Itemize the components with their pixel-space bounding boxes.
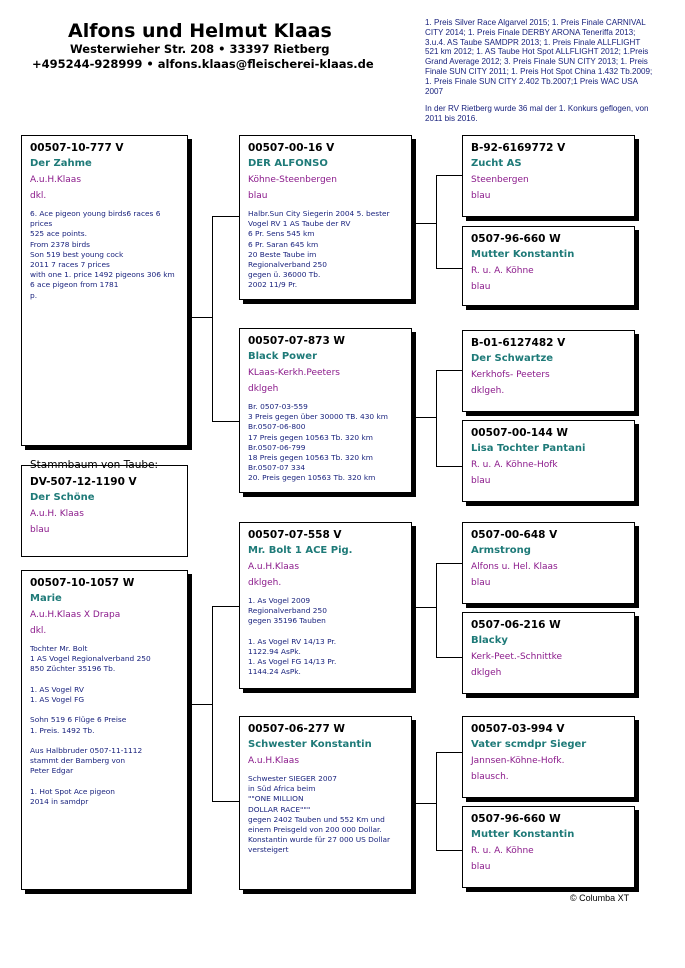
breeder-contact: +495244-928999 • alfons.klaas@fleischerei-klaas.de: [32, 57, 374, 71]
feather-color: blau: [471, 476, 491, 486]
performance-notes: 6. Ace pigeon young birds6 races 6 prices 525 ace points. From 2378 birds Son 519 best young cock 2011 7 races 7 prices with one 1. price 1492 pigeons 306 km 6 ace pigeon from 1781 p.: [30, 209, 175, 300]
pigeon-name: Mr. Bolt 1 ACE Pig.: [248, 545, 353, 556]
pigeon-name: Zucht AS: [471, 158, 522, 169]
subject-card: [21, 465, 188, 557]
breeder: Steenbergen: [471, 175, 529, 185]
connector-line: [436, 370, 462, 371]
breeder: A.u.H.Klaas: [30, 175, 82, 185]
subject-label: Stammbaum von Taube:: [26, 459, 162, 471]
connector-line: [412, 607, 436, 608]
ring-number: 00507-10-1057 W: [30, 577, 135, 589]
ring-number: 00507-06-277 W: [248, 723, 346, 735]
ring-number: 0507-00-648 V: [471, 529, 558, 541]
feather-color: dklgeh.: [248, 578, 282, 588]
connector-line: [436, 466, 462, 467]
pigeon-name: Blacky: [471, 635, 508, 646]
father-card: [21, 135, 188, 446]
pigeon-name: Der Schöne: [30, 492, 95, 503]
breeder: A.u.H. Klaas: [30, 509, 84, 519]
ring-number: 0507-06-216 W: [471, 619, 561, 631]
breeder: A.u.H.Klaas X Drapa: [30, 610, 121, 620]
pigeon-name: Lisa Tochter Pantani: [471, 443, 586, 454]
connector-line: [412, 417, 436, 418]
great-grandparent-card: [462, 226, 635, 306]
great-grandparent-card: [462, 716, 635, 798]
results-summary: [425, 18, 653, 132]
performance-notes: Br. 0507-03-559 3 Preis gegen über 30000 TB. 430 km Br.0507-06-800 17 Preis gegen 10563 Tb. 320 km Br.0507-06-799 18 Preis gegen 10563 Tb. 320 km Br.0507-07 334 20. Preis gegen 10563 Tb. 320 km: [248, 402, 388, 483]
great-grandparent-card: [462, 330, 635, 412]
connector-line: [212, 606, 239, 607]
connector-line: [212, 216, 213, 421]
grandmother-paternal-card: [239, 328, 412, 493]
connector-line: [436, 563, 437, 657]
connector-line: [212, 606, 213, 801]
feather-color: blau: [471, 862, 491, 872]
feather-color: dkl.: [30, 191, 47, 201]
copyright: © Columba XT: [570, 893, 630, 903]
pigeon-name: Vater scmdpr Sieger: [471, 739, 587, 750]
feather-color: blau: [248, 191, 268, 201]
breeder: KLaas-Kerkh.Peeters: [248, 368, 340, 378]
connector-line: [188, 704, 212, 705]
breeder-address: Westerwieher Str. 208 • 33397 Rietberg: [70, 42, 330, 56]
ring-number: 00507-00-144 W: [471, 427, 569, 439]
mother-card: [21, 570, 188, 890]
breeder: R. u. A. Köhne: [471, 846, 534, 856]
great-grandparent-card: [462, 522, 635, 604]
ring-number: 00507-10-777 V: [30, 142, 124, 154]
connector-line: [436, 175, 462, 176]
grandfather-maternal-card: [239, 522, 412, 689]
performance-notes: Tochter Mr. Bolt 1 AS Vogel Regionalverband 250 850 Züchter 35196 Tb. 1. AS Vogel RV 1. AS Vogel FG Sohn 519 6 Flüge 6 Preise 1. Preis. 1492 Tb. Aus Halbbruder 0507-11-1112 stammt der Bamberg von Peter Edgar 1. Hot Spot Ace pigeon 2014 in samdpr: [30, 644, 151, 807]
ring-number: 0507-96-660 W: [471, 233, 561, 245]
ring-number: B-01-6127482 V: [471, 337, 566, 349]
feather-color: blausch.: [471, 772, 509, 782]
grandfather-paternal-card: [239, 135, 412, 300]
feather-color: dklgeh.: [471, 386, 505, 396]
pigeon-name: Der Schwartze: [471, 353, 554, 364]
great-grandparent-card: [462, 612, 635, 694]
pigeon-name: Der Zahme: [30, 158, 92, 169]
connector-line: [188, 317, 212, 318]
breeder: Köhne-Steenbergen: [248, 175, 337, 185]
breeder: A.u.H.Klaas: [248, 562, 300, 572]
great-grandparent-card: [462, 420, 635, 502]
breeder: Kerk-Peet.-Schnittke: [471, 652, 563, 662]
feather-color: dklgeh: [248, 384, 279, 394]
ring-number: 00507-00-16 V: [248, 142, 335, 154]
feather-color: dklgeh: [471, 668, 502, 678]
connector-line: [212, 216, 239, 217]
ring-number: 00507-03-994 V: [471, 723, 565, 735]
pigeon-name: Mutter Konstantin: [471, 829, 575, 840]
pigeon-name: Schwester Konstantin: [248, 739, 372, 750]
results-note: In der RV Rietberg wurde 36 mal der 1. Konkurs geflogen, von 2011 bis 2016.: [425, 104, 649, 124]
performance-notes: 1. As Vogel 2009 Regionalverband 250 gegen 35196 Tauben 1. As Vogel RV 14/13 Pr. 1122.94 AsPk. 1. As Vogel FG 14/13 Pr. 1144.24 AsPk.: [248, 596, 337, 677]
grandmother-maternal-card: [239, 716, 412, 890]
pigeon-name: Marie: [30, 593, 62, 604]
breeder: R. u. A. Köhne-Hofk: [471, 460, 558, 470]
pigeon-name: Mutter Konstantin: [471, 249, 575, 260]
connector-line: [436, 752, 462, 753]
great-grandparent-card: [462, 135, 635, 217]
results-list: 1. Preis Silver Race Algarvel 2015; 1. Preis Finale CARNIVAL CITY 2014; 1. Preis Finale DERBY ARONA Teneriffa 2013; 3.u.4. AS Taube SAMDPR 2013; 1. Preis Finale ALLFLIGHT 521 km 2012; 1. AS Taube Hot Spot ALLFLIGHT 2012; 1.Preis Grand Average 2012; 3. Preis Finale SUN CITY 2013; 1. Preis Finale SUN CITY 2011; 1. Preis Hot Spot China 1.432 Tb.2009; 1. Preis Finale SUN CITY 2.402 Tb.2007;1 Preis WAC USA 2007: [425, 18, 653, 96]
feather-color: blau: [30, 525, 50, 535]
breeder: A.u.H.Klaas: [248, 756, 300, 766]
performance-notes: Halbr.Sun City Siegerin 2004 5. bester Vogel RV 1 AS Taube der RV 6 Pr. Sens 545 km 6 Pr. Saran 645 km 20 Beste Taube im Regionalverband 250 gegen ü. 36000 Tb. 2002 11/9 Pr.: [248, 209, 390, 290]
connector-line: [212, 421, 239, 422]
connector-line: [412, 223, 436, 224]
connector-line: [412, 803, 436, 804]
feather-color: blau: [471, 282, 491, 292]
ring-number: B-92-6169772 V: [471, 142, 566, 154]
connector-line: [436, 175, 437, 268]
ring-number: 00507-07-558 V: [248, 529, 342, 541]
pigeon-name: DER ALFONSO: [248, 158, 328, 169]
connector-line: [436, 370, 437, 466]
great-grandparent-card: [462, 806, 635, 888]
breeder: Kerkhofs- Peeters: [471, 370, 550, 380]
connector-line: [436, 268, 462, 269]
breeder: R. u. A. Köhne: [471, 266, 534, 276]
ring-number: DV-507-12-1190 V: [30, 476, 137, 488]
breeder-name: Alfons und Helmut Klaas: [68, 20, 332, 42]
breeder: Jannsen-Köhne-Hofk.: [471, 756, 565, 766]
pigeon-name: Black Power: [248, 351, 318, 362]
feather-color: dkl.: [30, 626, 47, 636]
pigeon-name: Armstrong: [471, 545, 531, 556]
connector-line: [436, 752, 437, 850]
connector-line: [436, 657, 462, 658]
breeder: Alfons u. Hel. Klaas: [471, 562, 558, 572]
feather-color: blau: [471, 191, 491, 201]
feather-color: blau: [471, 578, 491, 588]
connector-line: [436, 850, 462, 851]
connector-line: [436, 563, 462, 564]
performance-notes: Schwester SIEGER 2007 in Süd Africa beim ""ONE MILLION DOLLAR RACE""" gegen 2402 Tauben und 552 Km und einem Preisgeld von 200 000 Dollar. Konstantin wurde für 27 000 US Dollar versteigert: [248, 774, 391, 855]
ring-number: 00507-07-873 W: [248, 335, 346, 347]
ring-number: 0507-96-660 W: [471, 813, 561, 825]
connector-line: [212, 801, 239, 802]
